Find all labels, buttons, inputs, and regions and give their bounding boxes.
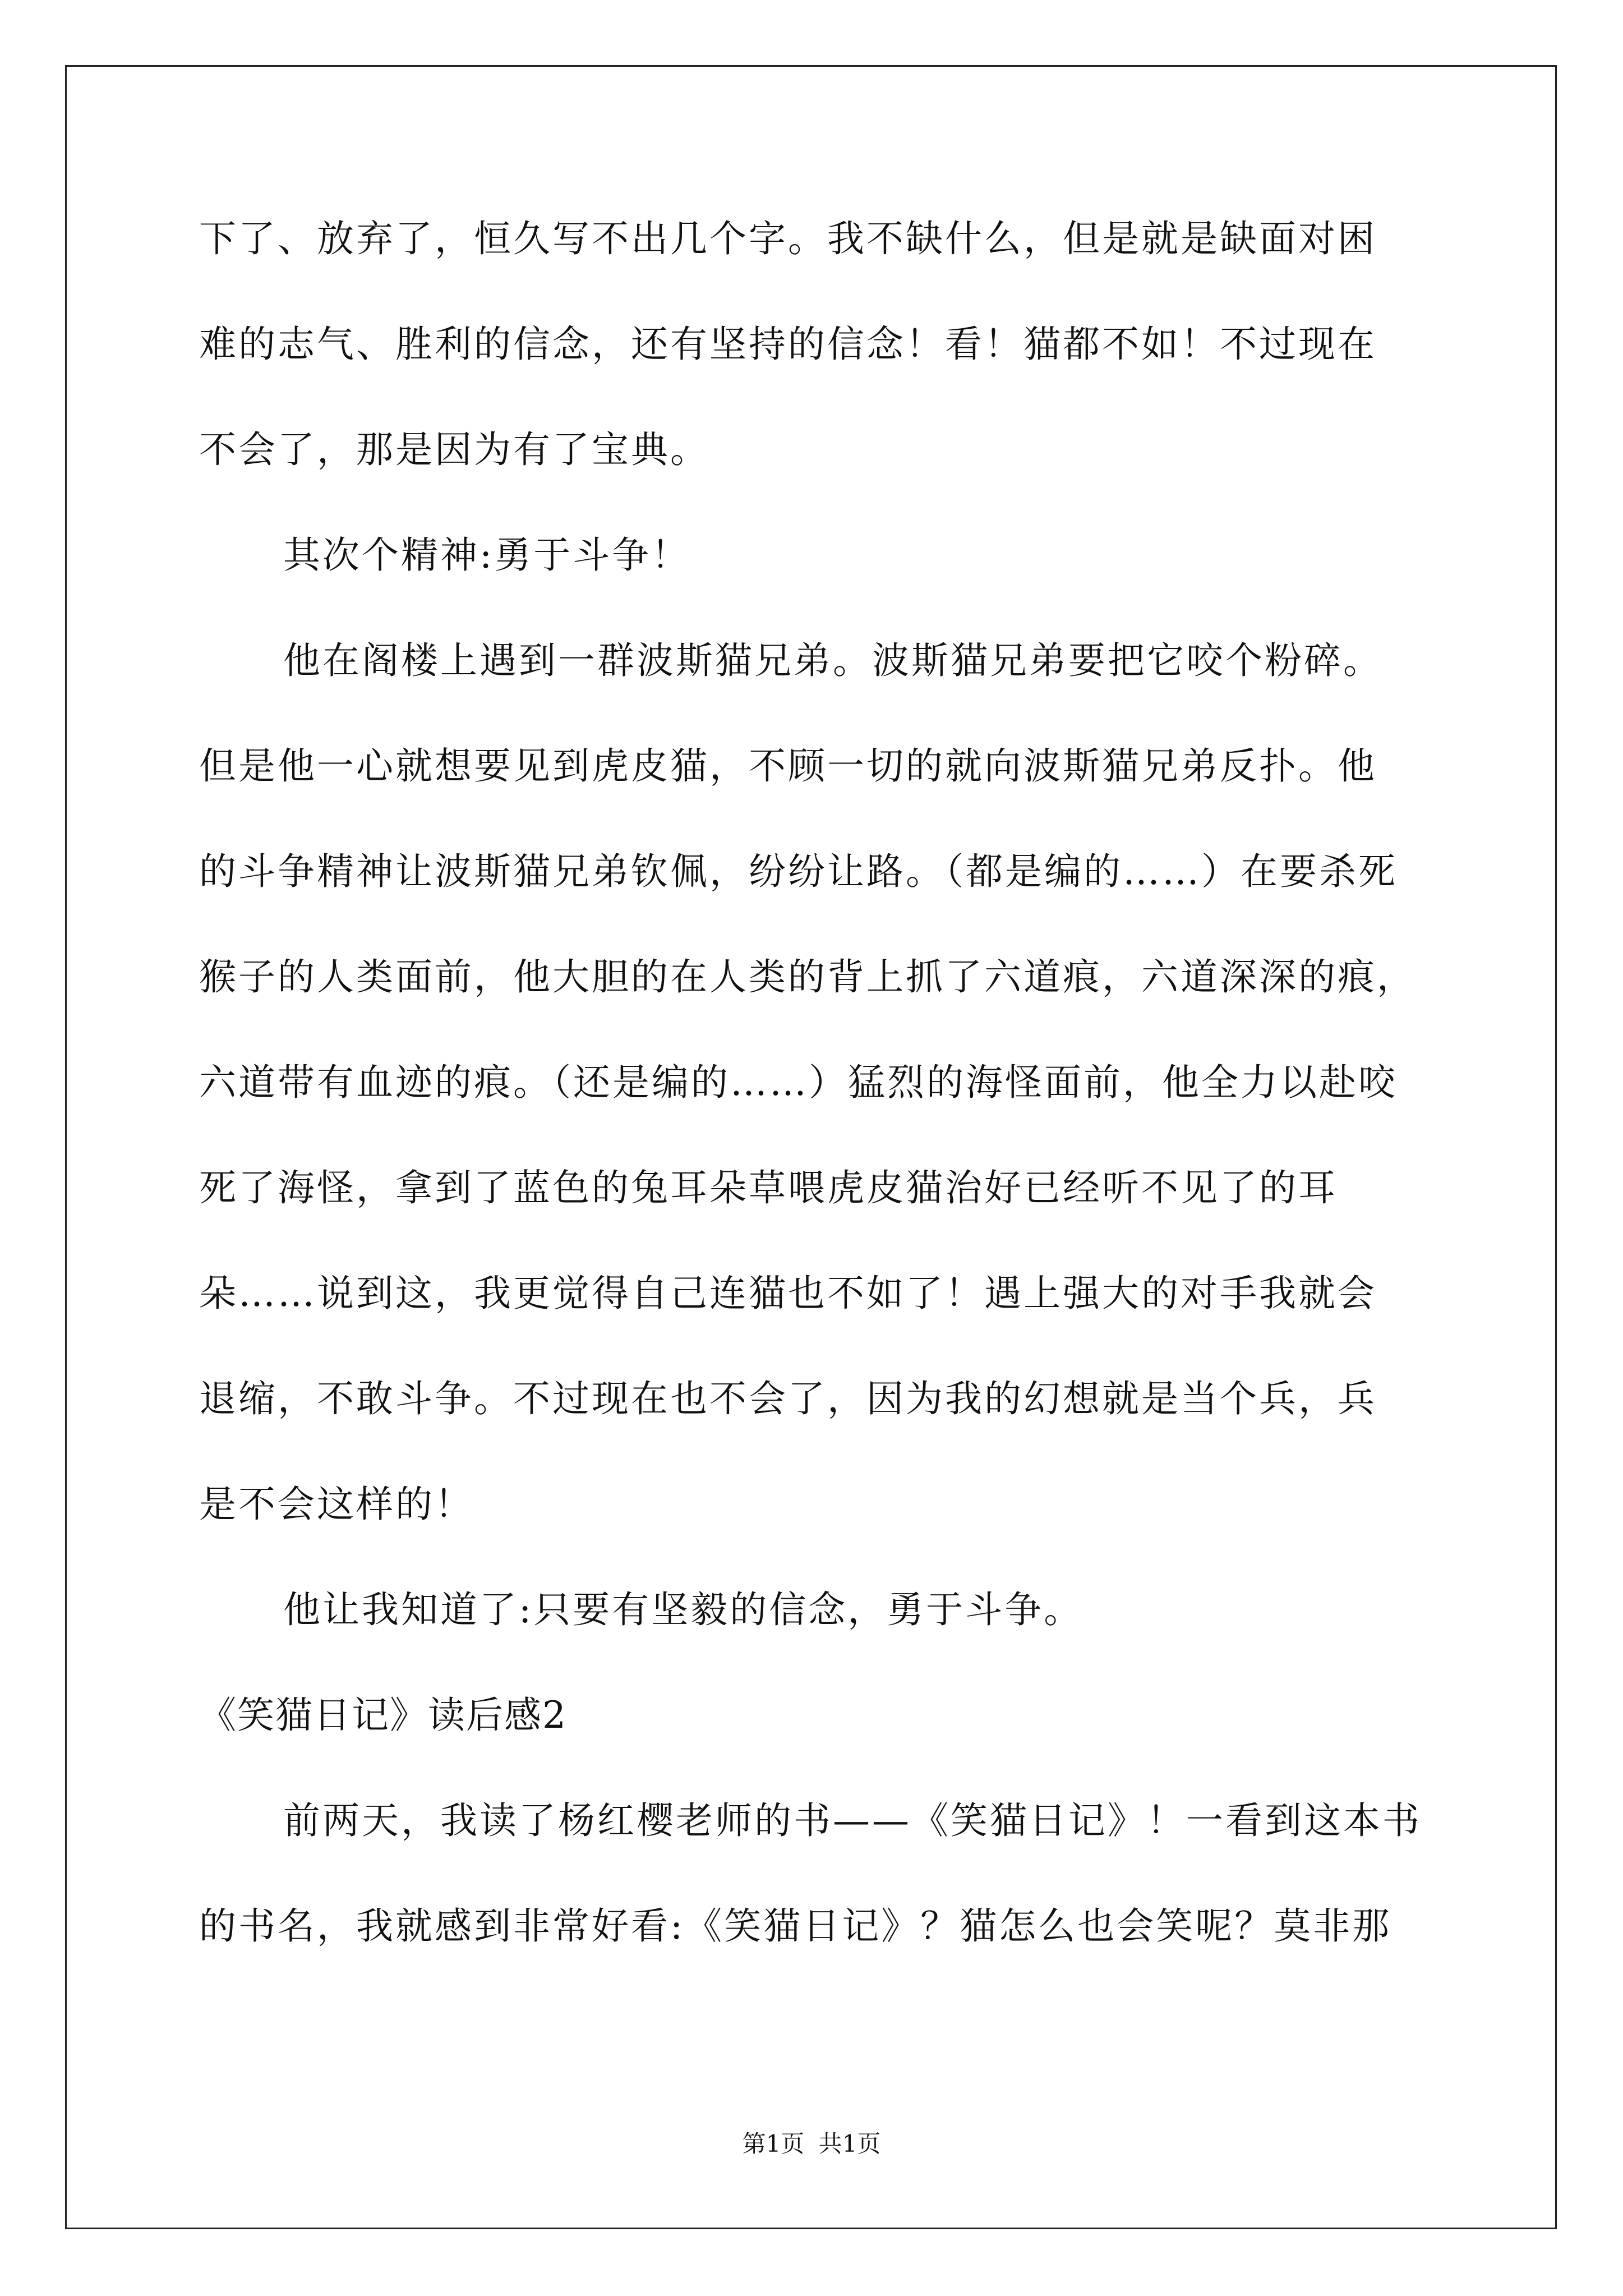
text-line: 难的志气、胜利的信念，还有坚持的信念！看！猫都不如！不过现在: [199, 323, 1377, 366]
text-line: 下了、放弃了，恒久写不出几个字。我不缺什么，但是就是缺面对困: [199, 217, 1377, 260]
text-line: 前两天，我读了杨红樱老师的书——《笑猫日记》！一看到这本书: [283, 1799, 1422, 1842]
text-line: 朵……说到这，我更觉得自己连猫也不如了！遇上强大的对手我就会: [199, 1272, 1377, 1315]
text-line: 六道带有血迹的痕。（还是编的……）猛烈的海怪面前，他全力以赴咬: [199, 1061, 1398, 1104]
text-line: 猴子的人类面前，他大胆的在人类的背上抓了六道痕，六道深深的痕，: [199, 955, 1416, 999]
page-footer: [0, 2127, 1623, 2161]
text-line: 他在阁楼上遇到一群波斯猫兄弟。波斯猫兄弟要把它咬个粉碎。: [283, 639, 1382, 682]
text-line: 的斗争精神让波斯猫兄弟钦佩，纷纷让路。（都是编的……）在要杀死: [199, 850, 1398, 893]
text-line: 但是他一心就想要见到虎皮猫，不顾一切的就向波斯猫兄弟反扑。他: [199, 744, 1377, 788]
text-line: 的书名，我就感到非常好看:《笑猫日记》？猫怎么也会笑呢？莫非那: [199, 1904, 1392, 1948]
text-line: 不会了，那是因为有了宝典。: [199, 428, 709, 471]
essay-title: 《笑猫日记》读后感2: [199, 1694, 567, 1737]
page-number: 第1页: [742, 2130, 805, 2157]
text-line: 他让我知道了:只要有坚毅的信念，勇于斗争。: [283, 1588, 1083, 1631]
text-line: 退缩，不敢斗争。不过现在也不会了，因为我的幻想就是当个兵，兵: [199, 1377, 1377, 1420]
total-pages: 共1页: [818, 2130, 881, 2157]
text-line: 死了海怪，拿到了蓝色的兔耳朵草喂虎皮猫治好已经听不见了的耳: [199, 1166, 1338, 1209]
section-heading: 其次个精神:勇于斗争！: [283, 533, 691, 577]
text-line: 是不会这样的！: [199, 1483, 474, 1526]
